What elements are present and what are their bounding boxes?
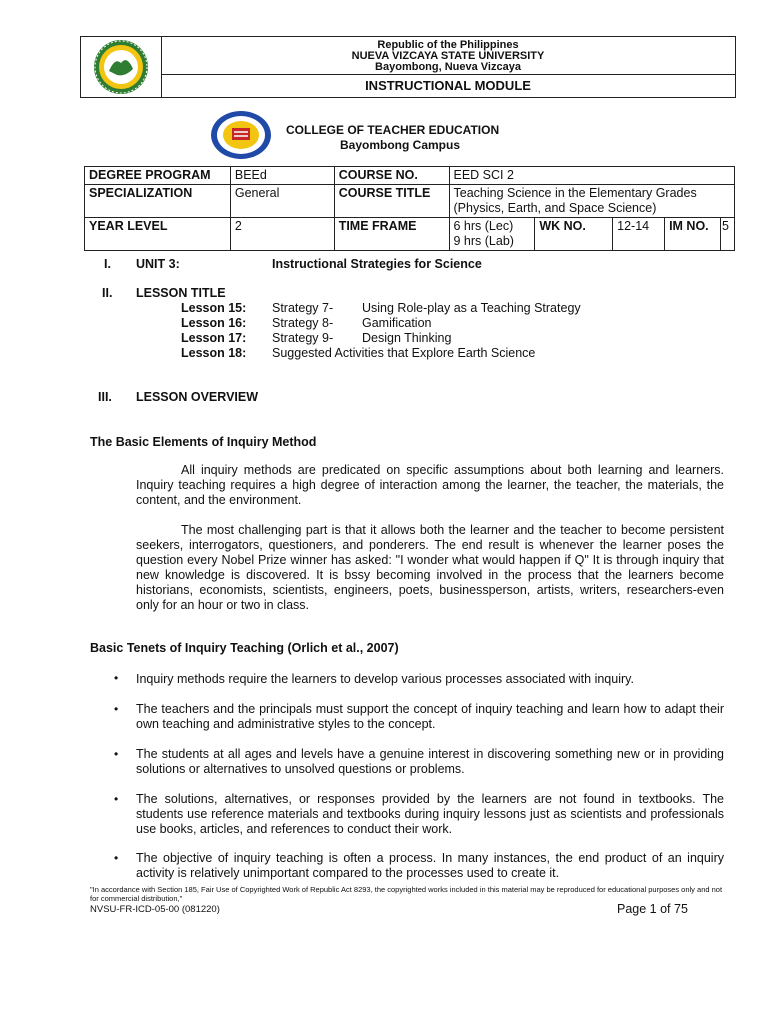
heading-basic-tenets: Basic Tenets of Inquiry Teaching (Orlich et al., 2007) [90, 641, 399, 655]
form-code: NVSU-FR-ICD-05-00 (081220) [90, 904, 220, 915]
lesson-15-label: Lesson 15: [181, 301, 247, 315]
time-frame-label: TIME FRAME [334, 218, 449, 251]
university-location: Bayombong, Nueva Vizcaya [375, 61, 521, 73]
section-1-label: UNIT 3: [136, 257, 180, 271]
bullet-item: The teachers and the principals must support the concept of inquiry teaching and learn how to adapt their own teaching and administrative styles to the concept. [136, 702, 724, 731]
lesson-15-strategy: Strategy 7- [272, 301, 334, 315]
specialization-label: SPECIALIZATION [85, 185, 231, 218]
time-frame-lec: 6 hrs (Lec) [453, 219, 514, 233]
section-2-number: II. [102, 286, 113, 300]
table-row [85, 185, 735, 218]
header-divider [161, 74, 735, 75]
course-title-line-2: (Physics, Earth, and Space Science) [453, 201, 657, 215]
degree-program-value: BEEd [230, 167, 334, 185]
course-no-label: COURSE NO. [334, 167, 449, 185]
bullet-dot: • [114, 702, 119, 716]
section-1-number: I. [104, 257, 111, 271]
section-3-number: III. [98, 390, 112, 404]
degree-program-label: DEGREE PROGRAM [85, 167, 231, 185]
bullet-item: The objective of inquiry teaching is often a process. In many instances, the end product of an inquiry activity is relatively unimportant compared to the processes used to create it. [136, 851, 724, 880]
course-title-line-1: Teaching Science in the Elementary Grades [453, 186, 697, 200]
bullet-item: Inquiry methods require the learners to develop various processes associated with inquiry. [136, 672, 634, 686]
section-3-label: LESSON OVERVIEW [136, 390, 259, 404]
section-1-title: Instructional Strategies for Science [272, 257, 482, 271]
lesson-16-label: Lesson 16: [181, 316, 247, 330]
lesson-16-strategy: Strategy 8- [272, 316, 334, 330]
bullet-dot: • [114, 747, 119, 761]
republic-line: Republic of the Philippines [377, 39, 519, 51]
campus-name: Bayombong Campus [340, 138, 461, 152]
copyright-notice: "In accordance with Section 185, Fair Use of Copyrighted Work of Republic Act 8293, the copyrighted works included in this material may be reproduced for educational purposes only and not for commercial distribution," [90, 885, 723, 903]
heading-basic-elements: The Basic Elements of Inquiry Method [90, 435, 317, 449]
specialization-value: General [230, 185, 334, 218]
bullet-dot: • [114, 671, 119, 685]
lesson-18-title: Suggested Activities that Explore Earth Science [272, 346, 536, 360]
table-row [85, 167, 735, 185]
college-name: COLLEGE OF TEACHER EDUCATION [286, 123, 500, 137]
wk-no-label: WK NO. [535, 218, 613, 251]
table-row [85, 218, 735, 251]
university-name: NUEVA VIZCAYA STATE UNIVERSITY [351, 50, 545, 62]
bullet-dot: • [114, 851, 119, 865]
bullet-item: The students at all ages and levels have a genuine interest in discovering something new or in providing solutions or alternatives to unsolved questions or problems. [136, 747, 724, 776]
college-seal-icon [210, 110, 272, 160]
lesson-18-label: Lesson 18: [181, 346, 247, 360]
course-info-table [84, 166, 735, 251]
time-frame-value [449, 218, 535, 251]
page-number: Page 1 of 75 [617, 902, 688, 916]
lesson-16-title: Gamification [362, 316, 432, 330]
bullet-dot: • [114, 792, 119, 806]
im-no-value: 5 [720, 218, 734, 251]
paragraph-2: The most challenging part is that it allows both the learner and the teacher to become persistent seekers, interrogators, questioners, and ponderers. The end result is whenever the learner poses the question every Nobel Prize winner has asked: "I wonder what would happen if Q" It is through inquiry that new knowledge is discovered. It is bssy becoming involved in the process that the learners become historians, economists, scientists, engineers, poets, businessperson, artists, writers, researchers-even only for an hour or two in class. [136, 523, 724, 612]
university-seal-icon [81, 37, 161, 97]
year-level-label: YEAR LEVEL [85, 218, 231, 251]
university-seal-cell [81, 37, 162, 97]
course-no-value: EED SCI 2 [449, 167, 735, 185]
paragraph-1: All inquiry methods are predicated on specific assumptions about both learning and learners. Inquiry teaching requires a high degree of interaction among the learner, the teacher, the materials, the content, and the environment. [136, 463, 724, 507]
lesson-15-title: Using Role-play as a Teaching Strategy [362, 301, 581, 315]
bullet-item: The solutions, alternatives, or responses provided by the learners are not found in textbooks. The students use reference materials and textbooks during inquiry lessons just as scientists and professionals use books, articles, and references to conduct their work. [136, 792, 724, 836]
im-no-label: IM NO. [665, 218, 721, 251]
section-2-label: LESSON TITLE [136, 286, 226, 300]
course-title-value [449, 185, 735, 218]
lesson-17-label: Lesson 17: [181, 331, 247, 345]
module-header [80, 36, 736, 98]
lesson-17-strategy: Strategy 9- [272, 331, 334, 345]
year-level-value: 2 [230, 218, 334, 251]
module-title: INSTRUCTIONAL MODULE [365, 78, 531, 93]
course-title-label: COURSE TITLE [334, 185, 449, 218]
time-frame-lab: 9 hrs (Lab) [453, 234, 514, 248]
lesson-17-title: Design Thinking [362, 331, 452, 345]
header-text [161, 37, 735, 97]
wk-no-value: 12-14 [613, 218, 665, 251]
